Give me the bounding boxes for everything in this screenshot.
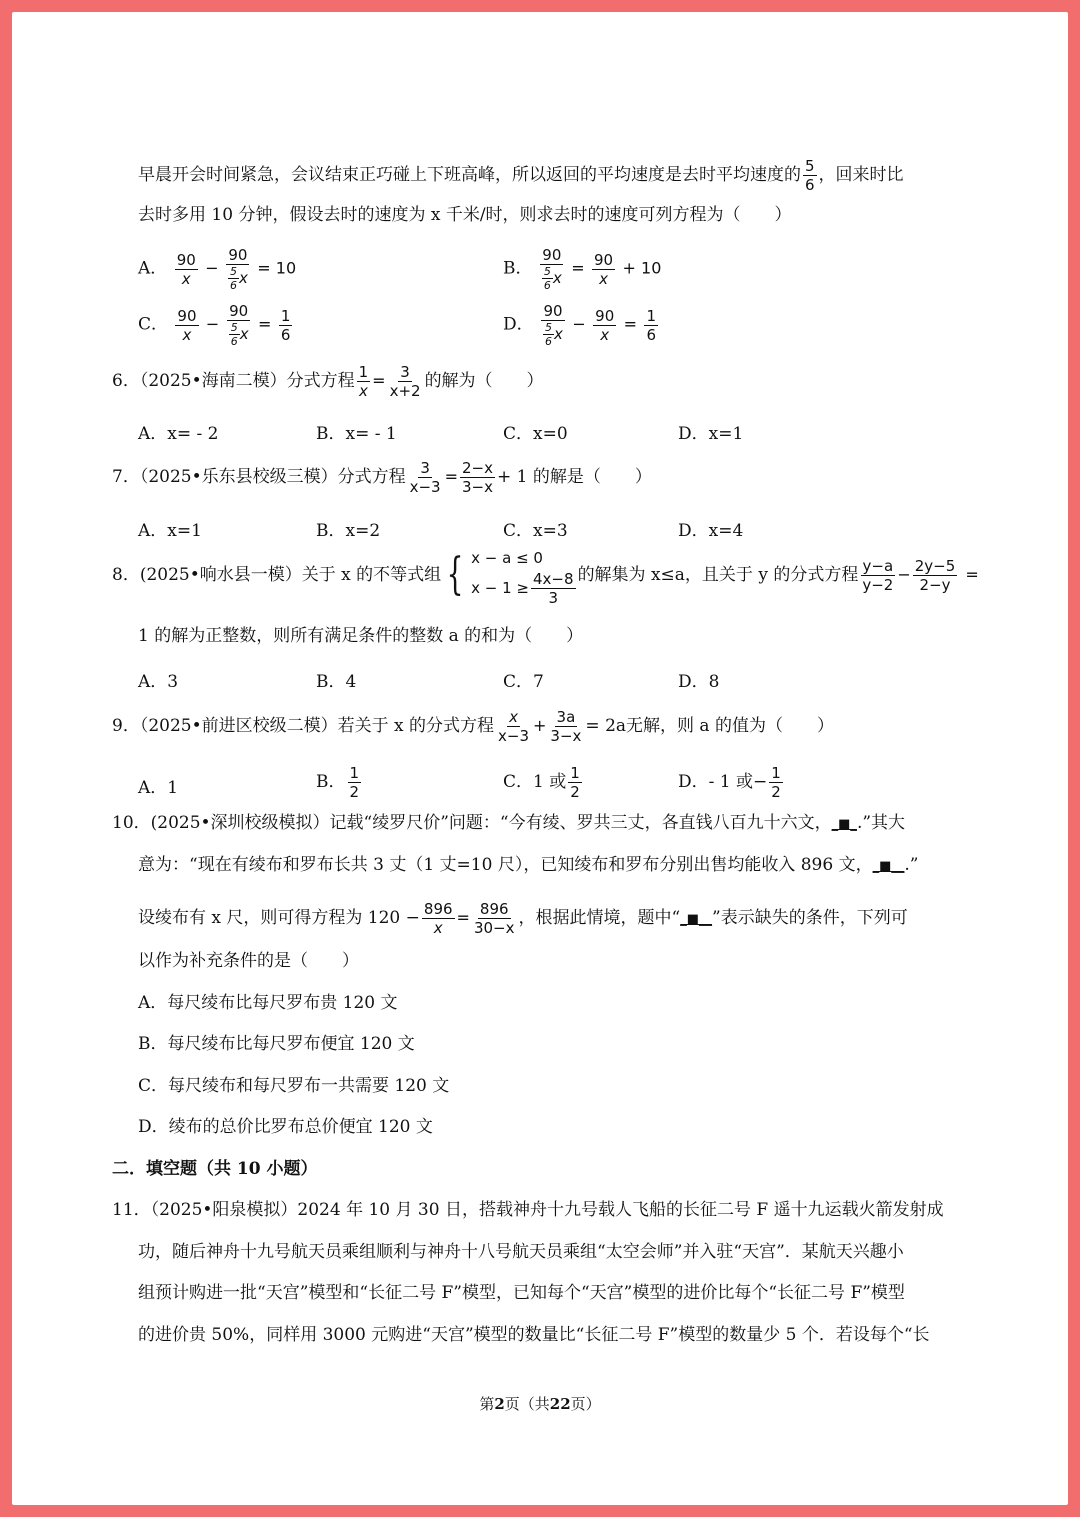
section-heading: 二．填空题（共 10 小题） xyxy=(112,1159,318,1179)
q6-option-b[interactable]: B．x= ‑ 1 xyxy=(316,424,397,444)
q7-stem: 7．（2025•乐东县校级三模）分式方程 $\frac{3}{x-3}$ = $\frac{2-x}{3-x}$ + 1 的解是（ ） xyxy=(112,459,652,496)
q7-option-d[interactable]: D．x=4 xyxy=(678,521,744,541)
q9-option-a[interactable]: A．1 xyxy=(138,778,179,798)
q11-line2: 功，随后神舟十九号航天员乘组顺利与神舟十八号航天员乘组“太空会师”并入驻“天宫”．某航天兴趣小 xyxy=(138,1242,904,1262)
q10-option-d[interactable]: D．绫布的总价比罗布总价便宜 120 文 xyxy=(138,1117,433,1137)
q10-line1: 10．(2025•深圳校级模拟）记载“绫罗尺价”问题：“今有绫、罗共三丈，各直钱八百九十六文，_■_.”其大 xyxy=(112,813,906,833)
q7-option-b[interactable]: B．x=2 xyxy=(316,521,381,541)
q10-option-c[interactable]: C．每尺绫布和每尺罗布一共需要 120 文 xyxy=(138,1076,450,1096)
q5-option-b[interactable]: B． 90 $\frac{5}{6}$ x = $\frac{90}{x}$ + 10 xyxy=(503,246,662,292)
blank-placeholder: _■__ xyxy=(680,912,712,927)
q10-line3: 设绫布有 x 尺，则可得方程为 120 − $\frac{896}{x}$ = $\frac{896}{30-x}$ ，根据此情境，题中“_■__”表示缺失的条件，下列可 xyxy=(138,900,908,937)
q9-option-b[interactable]: B． $\frac{1}{2}$ xyxy=(316,764,360,801)
q9-stem: 9．（2025•前进区校级二模）若关于 x 的分式方程 $\frac{x}{x-3}$ + $\frac{3a}{3-x}$ = 2a无解，则 a 的值为（ ） xyxy=(112,708,834,745)
q7-option-a[interactable]: A．x=1 xyxy=(138,521,202,541)
q5-option-c[interactable]: C． $\frac{90}{x}$ − 90 $\frac{5}{6}$ x = $\frac{1}{6}$ xyxy=(138,302,291,348)
q7-option-c[interactable]: C．x=3 xyxy=(503,521,568,541)
q10-option-b[interactable]: B．每尺绫布比每尺罗布便宜 120 文 xyxy=(138,1034,415,1054)
q8-stem: 8．(2025•响水县一模）关于 x 的不等式组 { x − a ≤ 0 x − 1 ≥ $\frac{4x-8}{3}$ 的解集为 x≤a，且关于 y 的分式方程 $\frac{y-a}{y-2}$ − $\frac{2y-5}{2-y}$ = xyxy=(112,543,979,607)
q8-option-a[interactable]: A．3 xyxy=(138,672,179,692)
q8-line2: 1 的解为正整数，则所有满足条件的整数 a 的和为（ ） xyxy=(138,626,584,646)
q10-line2: 意为：“现在有绫布和罗布长共 3 丈（1 丈=10 尺），已知绫布和罗布分别出售均能收入 896 文，_■__.” xyxy=(138,855,919,875)
brace-icon: { xyxy=(446,549,464,600)
q5-option-a[interactable]: A． $\frac{90}{x}$ − 90 $\frac{5}{6}$ x = 10 xyxy=(138,246,297,292)
q5-line1-text: 早晨开会时间紧急，会议结束正巧碰上下班高峰，所以返回的平均速度是去时平均速度的 xyxy=(138,165,801,185)
q6-stem: 6．（2025•海南二模）分式方程 $\frac{1}{x}$ = $\frac{3}{x+2}$ 的解为（ ） xyxy=(112,363,544,400)
page-total: 22 xyxy=(549,1395,571,1413)
q8-option-c[interactable]: C．7 xyxy=(503,672,544,692)
q8-option-b[interactable]: B．4 xyxy=(316,672,357,692)
q10-line4: 以作为补充条件的是（ ） xyxy=(138,951,359,971)
q5-line2: 去时多用 10 分钟，假设去时的速度为 x 千米/时，则求去时的速度可列方程为（ ） xyxy=(138,205,792,225)
blank-placeholder: _■__ xyxy=(872,859,905,874)
q11-line1: 11．（2025•阳泉模拟）2024 年 10 月 30 日，搭载神舟十九号载人飞船的长征二号 F 遥十九运载火箭发射成 xyxy=(112,1200,944,1220)
q5-line1-tail: ，回来时比 xyxy=(818,165,904,185)
blank-placeholder: _■_ xyxy=(831,817,857,832)
q5-line1 xyxy=(138,158,904,193)
q6-option-a[interactable]: A．x= ‑ 2 xyxy=(138,424,219,444)
page-footer: 第2页（共22页） xyxy=(479,1395,601,1413)
q5-fraction-5-6: $\frac{5}{6}$ xyxy=(805,157,815,194)
page-number: 2 xyxy=(494,1395,505,1413)
exam-page xyxy=(12,12,1068,1505)
q6-option-d[interactable]: D．x=1 xyxy=(678,424,744,444)
q9-option-c[interactable]: C．1 或 $\frac{1}{2}$ xyxy=(503,764,580,801)
q9-option-d[interactable]: D．‑ 1 或− $\frac{1}{2}$ xyxy=(678,764,781,801)
q10-option-a[interactable]: A．每尺绫布比每尺罗布贵 120 文 xyxy=(138,993,398,1013)
q8-option-d[interactable]: D．8 xyxy=(678,672,720,692)
inequality-system: { x − a ≤ 0 x − 1 ≥ $\frac{4x-8}{3}$ xyxy=(446,548,574,607)
q6-option-c[interactable]: C．x=0 xyxy=(503,424,568,444)
q5-option-d[interactable]: D． 90 $\frac{5}{6}$ x − $\frac{90}{x}$ = $\frac{1}{6}$ xyxy=(503,302,657,348)
q11-line4: 的进价贵 50%，同样用 3000 元购进“天宫”模型的数量比“长征二号 F”模型的数量少 5 个．若设每个“长 xyxy=(138,1325,930,1345)
q11-line3: 组预计购进一批“天宫”模型和“长征二号 F”模型，已知每个“天宫”模型的进价比每个“长征二号 F”模型 xyxy=(138,1283,905,1303)
